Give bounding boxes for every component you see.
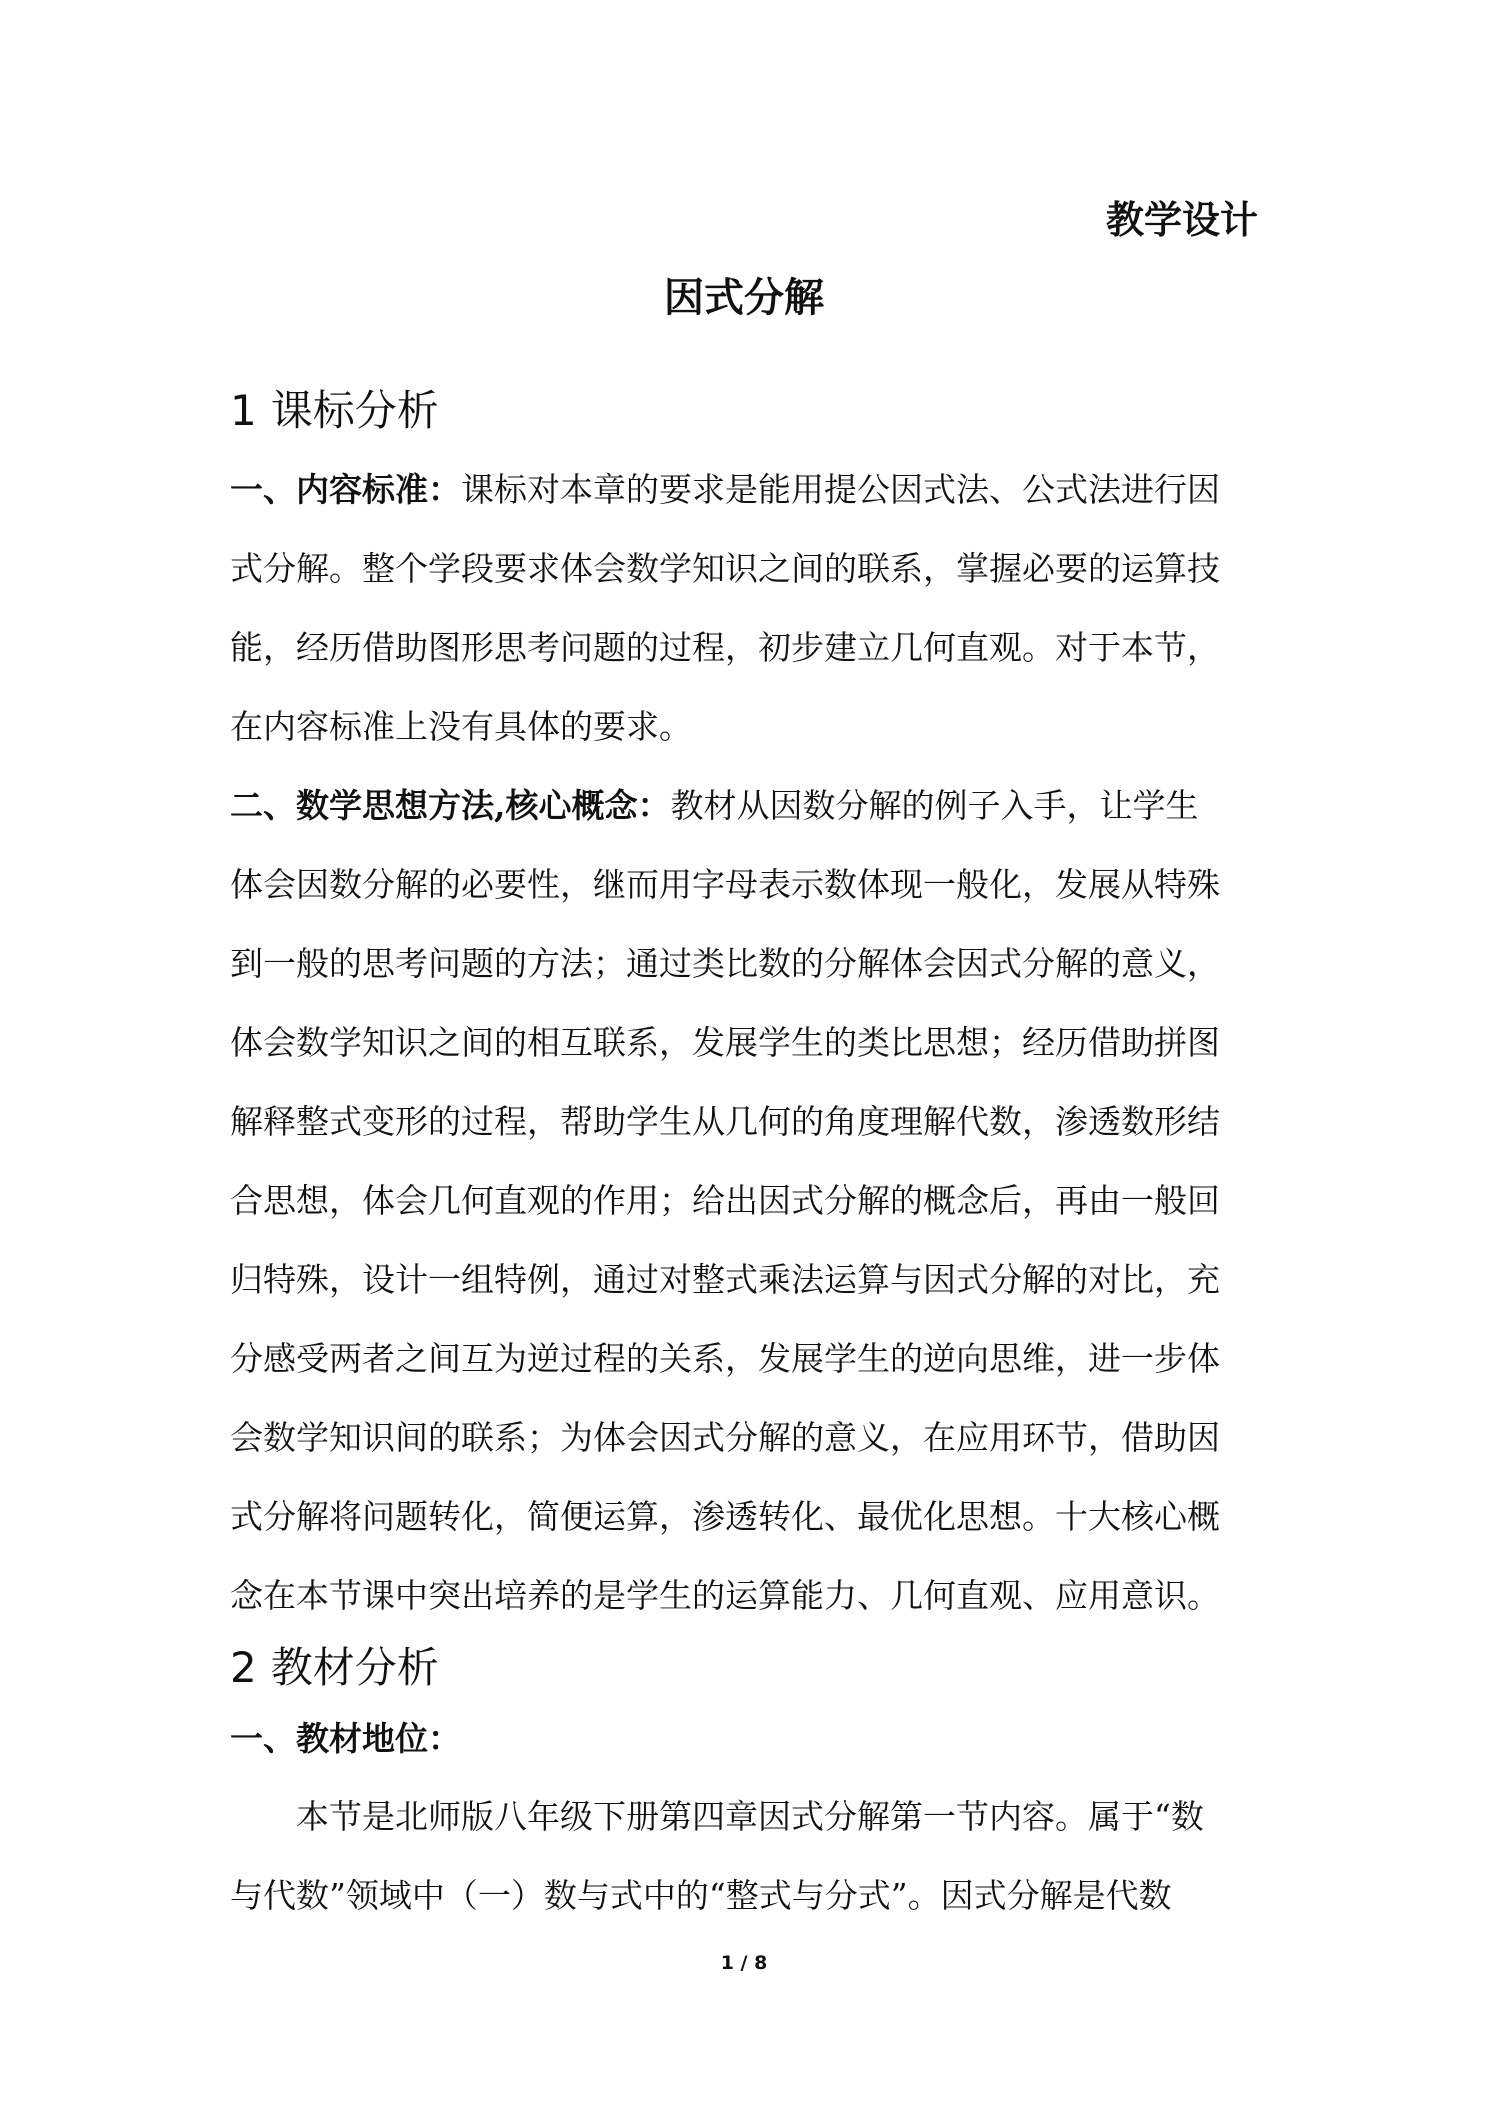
text-line: 合思想，体会几何直观的作用；给出因式分解的概念后，再由一般回 (230, 1181, 1220, 1220)
text-line: 式分解。整个学段要求体会数学知识之间的联系，掌握必要的运算技 (230, 549, 1220, 588)
text-line: 体会因数分解的必要性，继而用字母表示数体现一般化，发展从特殊 (230, 865, 1220, 904)
paragraph-lead: 一、内容标准： (230, 470, 461, 509)
section-number: 2 (230, 1643, 257, 1692)
document-title: 因式分解 (664, 274, 824, 321)
text-line: 式分解将问题转化，简便运算，渗透转化、最优化思想。十大核心概 (230, 1497, 1220, 1536)
text-line: 会数学知识间的联系；为体会因式分解的意义，在应用环节，借助因 (230, 1418, 1220, 1457)
text-line: 能，经历借助图形思考问题的过程，初步建立几何直观。对于本节， (230, 628, 1220, 667)
paragraph-textbook-position (230, 1777, 1270, 1935)
text-line: 归特殊，设计一组特例，通过对整式乘法运算与因式分解的对比，充 (230, 1260, 1220, 1299)
page-number: 1 / 8 (720, 1952, 768, 1974)
text-line: 到一般的思考问题的方法；通过类比数的分解体会因式分解的意义， (230, 944, 1220, 983)
text-line: 念在本节课中突出培养的是学生的运算能力、几何直观、应用意识。 (230, 1576, 1220, 1615)
text-line: 解释整式变形的过程，帮助学生从几何的角度理解代数，渗透数形结 (230, 1102, 1220, 1141)
text-line: 与代数”领域中（一）数与式中的“整式与分式”。因式分解是代数 (230, 1876, 1172, 1915)
section-number: 1 (230, 386, 257, 435)
document-body (230, 378, 1270, 1935)
text-line: 教材从因数分解的例子入手，让学生 (670, 786, 1199, 825)
text-line: 分感受两者之间互为逆过程的关系，发展学生的逆向思维，进一步体 (230, 1339, 1220, 1378)
section-heading-2 (230, 1635, 1270, 1701)
text-line: 体会数学知识之间的相互联系，发展学生的类比思想；经历借助拼图 (230, 1023, 1220, 1062)
section-title: 教材分析 (270, 1643, 439, 1692)
document-type-label: 教学设计 (1105, 197, 1258, 242)
paragraph-content-standard (230, 450, 1270, 766)
text-line: 课标对本章的要求是能用提公因式法、公式法进行因 (461, 470, 1220, 509)
subheading-textbook-position: 一、教材地位： (230, 1719, 461, 1758)
paragraph-math-thinking (230, 766, 1270, 1635)
text-line: 本节是北师版八年级下册第四章因式分解第一节内容。属于“数 (296, 1797, 1204, 1836)
section-heading-1 (230, 378, 1270, 444)
text-line: 在内容标准上没有具体的要求。 (230, 707, 692, 746)
paragraph-lead: 二、数学思想方法,核心概念： (230, 786, 671, 825)
section-title: 课标分析 (270, 386, 439, 435)
